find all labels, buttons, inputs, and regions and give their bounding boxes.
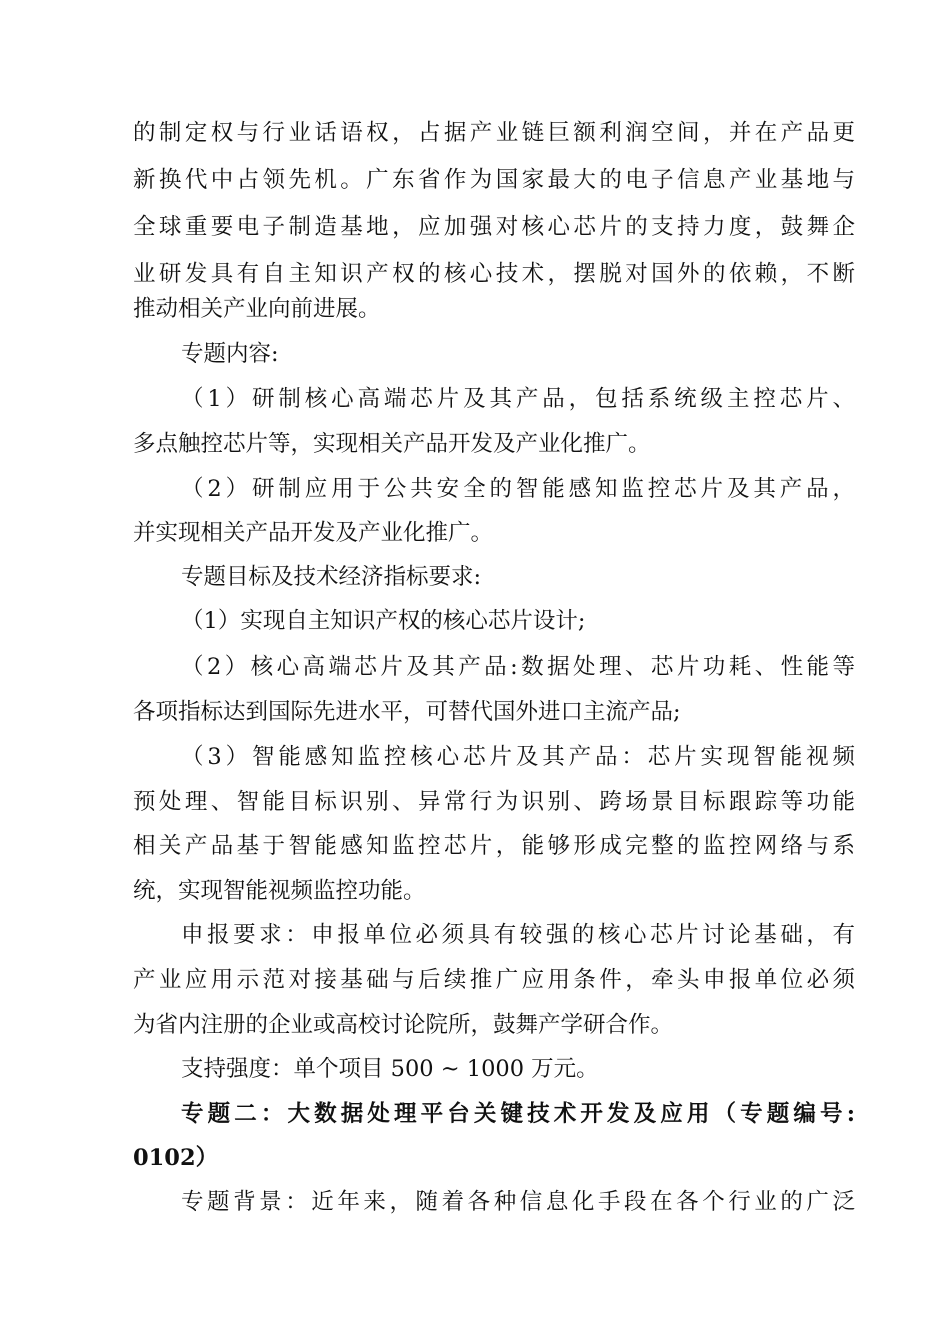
- paragraph-line: 专题背景：近年来，随着各种信息化手段在各个行业的广泛: [181, 1189, 855, 1215]
- paragraph-line: 推动相关产业向前进展。: [133, 296, 381, 322]
- paragraph-line: 申报要求：申报单位必须具有较强的核心芯片讨论基础，有: [181, 922, 855, 948]
- list-item-line: 统，实现智能视频监控功能。: [133, 878, 426, 904]
- list-item-line: 相关产品基于智能感知监控芯片，能够形成完整的监控网络与系: [133, 833, 855, 859]
- paragraph-line: 业研发具有自主知识产权的核心技术，摆脱对国外的依赖，不断: [133, 261, 855, 287]
- topic-heading: 0102）: [133, 1145, 219, 1171]
- list-item-line: 预处理、智能目标识别、异常行为识别、跨场景目标跟踪等功能: [133, 789, 855, 815]
- section-heading: 专题内容:: [181, 341, 279, 367]
- list-item-line: 多点触控芯片等，实现相关产品开发及产业化推广。: [133, 431, 651, 457]
- paragraph-line: 全球重要电子制造基地，应加强对核心芯片的支持力度，鼓舞企: [133, 214, 855, 240]
- list-item-line: （3）智能感知监控核心芯片及其产品：芯片实现智能视频: [181, 744, 855, 770]
- list-item-line: 并实现相关产品开发及产业化推广。: [133, 520, 494, 546]
- paragraph-line: 的制定权与行业话语权，占据产业链巨额利润空间，并在产品更: [133, 120, 855, 146]
- paragraph-line: 为省内注册的企业或高校讨论院所，鼓舞产学研合作。: [133, 1012, 674, 1038]
- list-item-line: （2）核心高端芯片及其产品:数据处理、芯片功耗、性能等: [181, 654, 855, 680]
- list-item-line: 各项指标达到国际先进水平，可替代国外进口主流产品;: [133, 699, 681, 725]
- topic-heading: 专题二：大数据处理平台关键技术开发及应用（专题编号:: [181, 1101, 855, 1127]
- list-item-line: （1）实现自主知识产权的核心芯片设计;: [181, 608, 586, 634]
- paragraph-line: 新换代中占领先机。广东省作为国家最大的电子信息产业基地与: [133, 167, 855, 193]
- list-item-line: （2）研制应用于公共安全的智能感知监控芯片及其产品，: [181, 476, 855, 502]
- list-item-line: （1）研制核心高端芯片及其产品，包括系统级主控芯片、: [181, 386, 855, 412]
- paragraph-line: 产业应用示范对接基础与后续推广应用条件，牵头申报单位必须: [133, 967, 855, 993]
- section-heading: 专题目标及技术经济指标要求:: [181, 564, 482, 590]
- support-line: 支持强度：单个项目 500 ~ 1000 万元。: [181, 1056, 599, 1082]
